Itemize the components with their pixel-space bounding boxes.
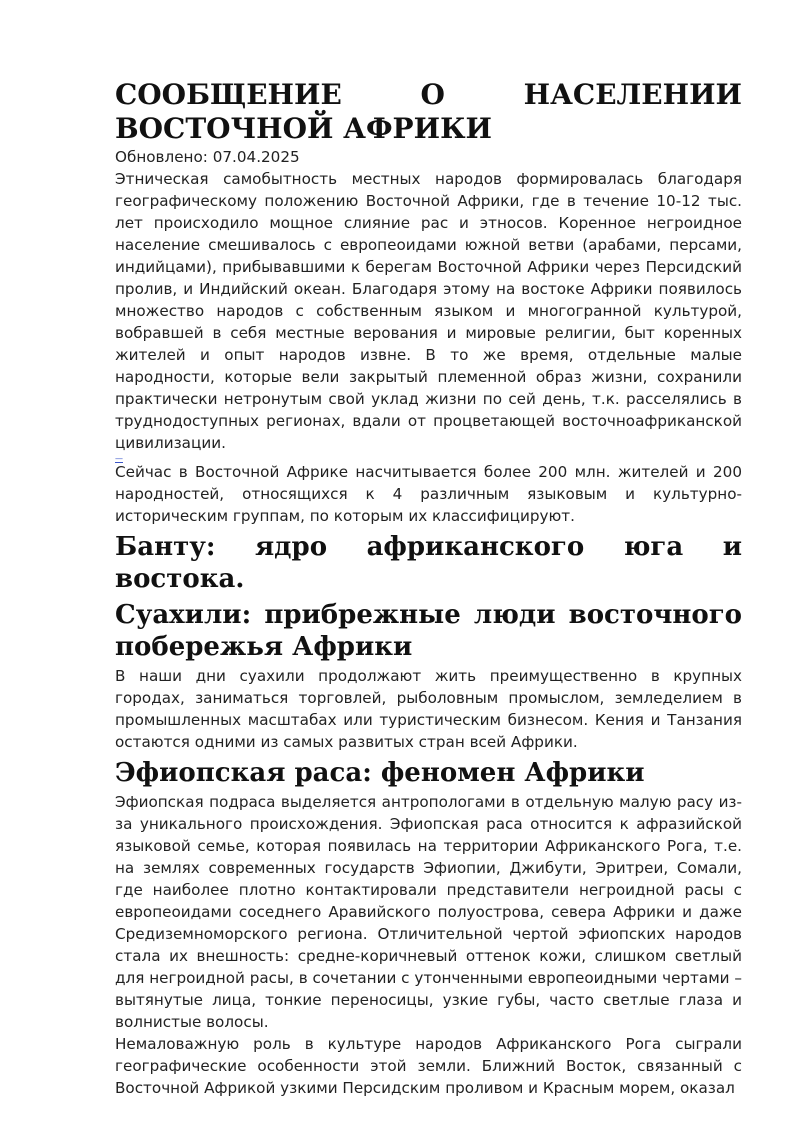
bantu-heading: Банту: ядро африканского юга и востока. [115,532,742,594]
document-page [115,78,742,1099]
swahili-heading: Суахили: прибрежные люди восточного побережья Африки [115,600,742,662]
ethiopian-paragraph-1: Эфиопская подраса выделяется антропологами в отдельную малую расу из-за уникального происхождения. Эфиопская раса относится к афразийской языковой семье, которая появилась на территории Африканского Рога, т.е. на землях современных государств Эфиопии, Джибути, Эритреи, Сомали, где наиболее плотно контактировали представители негроидной расы с европеоидами соседнего Аравийского полуострова, севера Африки и даже Средиземноморского региона. Отличительной чертой эфиопских народов стала их внешность: средне-коричневый оттенок кожи, слишком светлый для негроидной расы, в сочетании с утонченными европеоидными чертами – вытянутые лица, тонкие переносицы, узкие губы, часто светлые глаза и волнистые волосы. [115,793,742,1031]
intro-paragraph: Этническая самобытность местных народов формировалась благодаря географическому положению Восточной Африки, где в течение 10-12 тыс. лет происходило мощное слияние рас и этносов. Коренное негроидное население смешивалось с европеоидами южной ветви (арабами, персами, индийцами), прибывавшими к берегам Восточной Африки через Персидский пролив, и Индийский океан. Благодаря этому на востоке Африки появилось множество народов с собственным языком и многогранной культурой, вобравшей в себя местные верования и мировые религии, быт коренных жителей и опыт народов извне. В то же время, отдельные малые народности, которые вели закрытый племенной образ жизни, сохранили практически нетронутым свой уклад жизни по сей день, т.к. расселялись в труднодоступных регионах, вдали от процветающей восточноафриканской цивилизации. [115,170,742,452]
swahili-paragraph: В наши дни суахили продолжают жить преимущественно в крупных городах, заниматься торговлей, рыболовным промыслом, земледелием в промышленных масштабах или туристическим бизнесом. Кения и Танзания остаются одними из самых развитых стран всей Африки. [115,667,742,751]
population-paragraph: Сейчас в Восточной Африке насчитывается более 200 млн. жителей и 200 народностей, относящихся к 4 различным языковым и культурно-историческим группам, по которым их классифицируют. [115,463,742,525]
updated-date: Обновлено: 07.04.2025 [115,148,300,166]
ethiopian-heading: Эфиопская раса: феномен Африки [115,758,645,788]
page-title: СООБЩЕНИЕ О НАСЕЛЕНИИ ВОСТОЧНОЙ АФРИКИ [115,78,742,145]
ethiopian-paragraph-2: Немаловажную роль в культуре народов Африканского Рога сыграли географические особенности этой земли. Ближний Восток, связанный с Восточной Африкой узкими Персидским проливом и Красным морем, оказал [115,1035,742,1097]
inline-link-marker[interactable]: — [115,454,123,463]
